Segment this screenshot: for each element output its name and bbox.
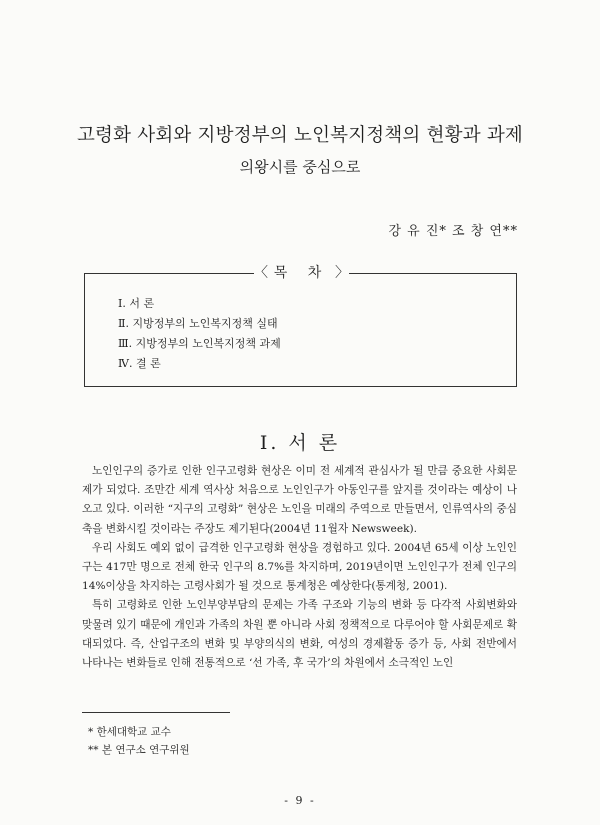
toc-item: Ⅱ. 지방정부의 노인복지정책 실태 — [118, 317, 278, 330]
page-number: - 9 - — [284, 794, 316, 807]
toc-item: Ⅰ. 서 론 — [118, 297, 155, 310]
toc-list — [118, 294, 281, 374]
toc-item: Ⅳ. 결 론 — [118, 357, 161, 370]
footnote: ** 본 연구소 연구위원 — [88, 744, 190, 756]
body-paragraph: 우리 사회도 예외 없이 급격한 인구고령화 현상을 경험하고 있다. 2004년 65세 이상 노인인구는 417만 명으로 전체 한국 인구의 8.7%를 차지하며, 2019년이면 노인인구가 전체 인구의 14%이상을 차지하는 고령사회가 될 것으로 통계청은 예상한다(통계청, 2001). — [82, 541, 517, 593]
body-paragraph: 노인인구의 증가로 인한 인구고령화 현상은 이미 전 세계적 관심사가 될 만큼 중요한 사회문제가 되었다. 조만간 세계 역사상 처음으로 노인인구가 아동인구를 앞지를 것이라는 예상이 나오고 있다. 이러한 “지구의 고령화” 현상은 노인을 미래의 주역으로 만들면서, 인류역사의 중심축을 변화시킬 것이라는 주장도 제기된다(2004년 11월자 Newsweek). — [82, 465, 517, 535]
footnotes — [88, 723, 190, 759]
toc-item: Ⅲ. 지방정부의 노인복지정책 과제 — [118, 337, 281, 350]
article-title: 고령화 사회와 지방정부의 노인복지정책의 현황과 과제 — [76, 125, 524, 146]
article-subtitle: 의왕시를 중심으로 — [239, 158, 361, 176]
body-paragraph: 특히 고령화로 인한 노인부양부담의 문제는 가족 구조와 기능의 변화 등 다각적 사회변화와 맞물려 있기 때문에 개인과 가족의 차원 뿐 아니라 사회 정책적으로 다루어야 할 사회문제로 확대되었다. 즉, 산업구조의 변화 및 부양의식의 변화, 여성의 경제활동 증가 등, 사회 전반에서 나타나는 변화들로 인해 전통적으로 ‘선 가족, 후 국가’의 차원에서 소극적인 노인 — [82, 599, 517, 670]
authors: 강 유 진* 조 창 연** — [388, 224, 518, 239]
section-title: Ⅰ. 서 론 — [259, 432, 341, 454]
footnote: * 한세대학교 교수 — [88, 726, 171, 738]
toc-heading-label: 〈 목 차 〉 — [254, 262, 349, 282]
footnote-divider — [82, 712, 230, 713]
section-body — [82, 462, 517, 673]
